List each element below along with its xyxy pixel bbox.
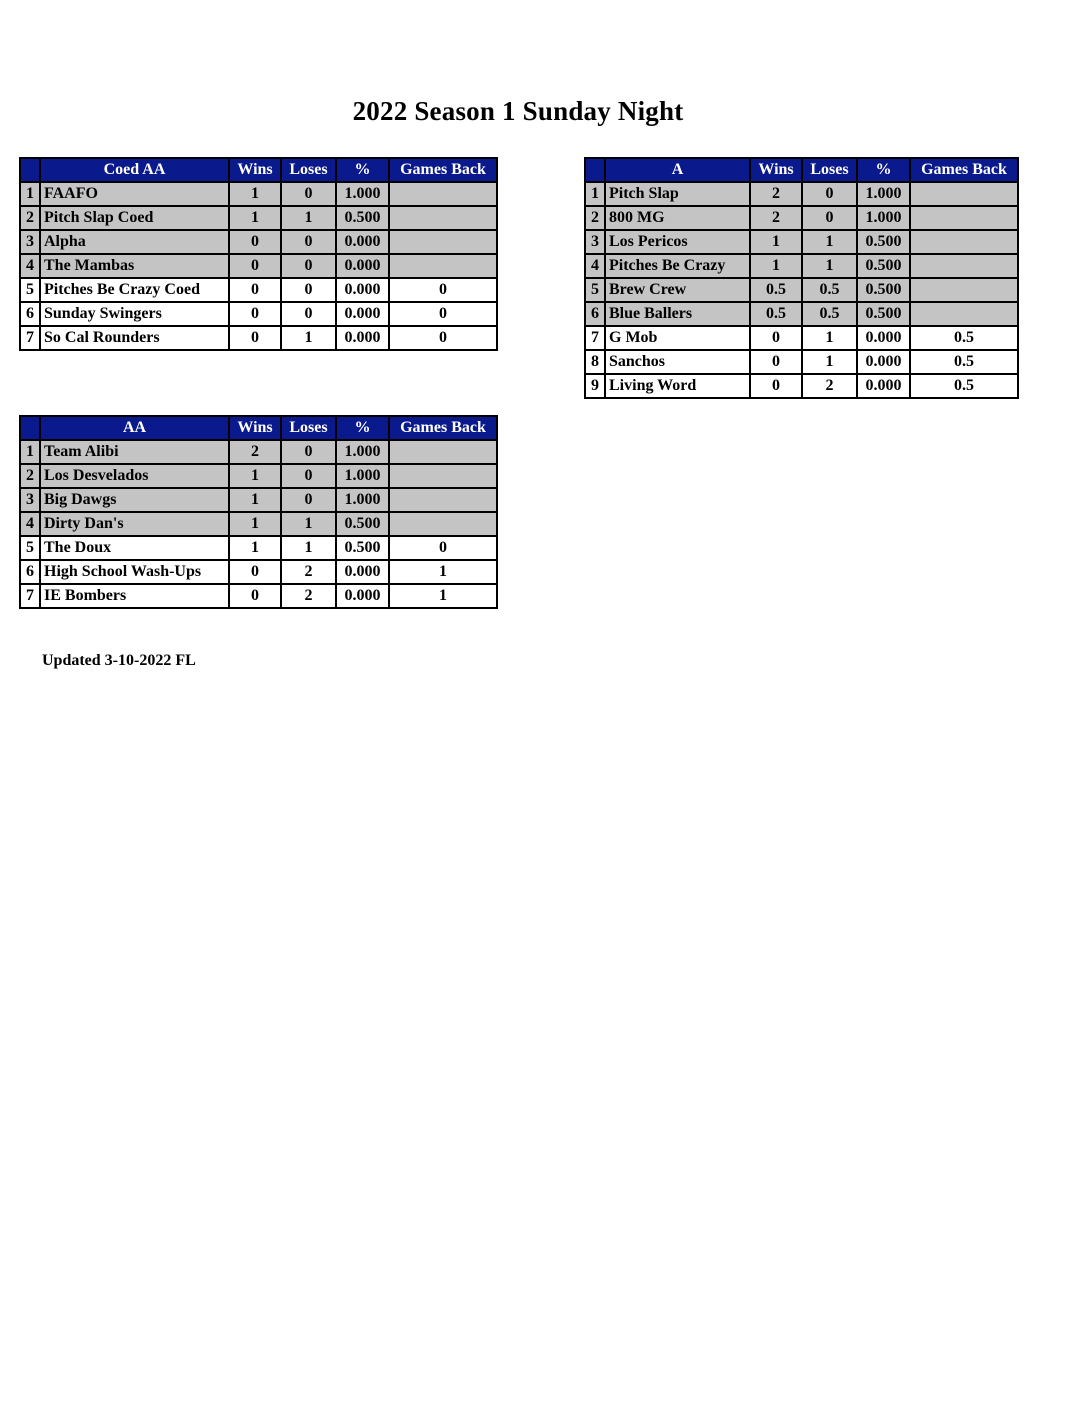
games-back-cell (910, 302, 1018, 326)
team-name-cell: Team Alibi (40, 440, 229, 464)
team-name-cell: Big Dawgs (40, 488, 229, 512)
wins-cell: 0 (229, 302, 281, 326)
table-row (20, 254, 497, 278)
rank-cell: 1 (20, 182, 40, 206)
pct-cell: 0.000 (857, 374, 910, 398)
rank-cell: 5 (20, 536, 40, 560)
games-back-cell (389, 440, 497, 464)
table-row (585, 230, 1018, 254)
games-back-header: Games Back (910, 158, 1018, 182)
wins-cell: 1 (229, 536, 281, 560)
wins-header: Wins (229, 416, 281, 440)
loses-cell: 1 (802, 326, 857, 350)
loses-cell: 2 (281, 560, 336, 584)
games-back-cell (910, 278, 1018, 302)
pct-cell: 1.000 (336, 440, 389, 464)
rank-cell: 8 (585, 350, 605, 374)
table-header-row (20, 158, 497, 182)
loses-cell: 0 (281, 278, 336, 302)
wins-cell: 0 (750, 374, 802, 398)
team-name-cell: The Doux (40, 536, 229, 560)
table-row (20, 536, 497, 560)
table-row (585, 326, 1018, 350)
loses-cell: 2 (802, 374, 857, 398)
rank-cell: 6 (585, 302, 605, 326)
team-name-cell: G Mob (605, 326, 750, 350)
wins-cell: 1 (229, 512, 281, 536)
games-back-cell (389, 206, 497, 230)
table-row (585, 374, 1018, 398)
wins-cell: 0.5 (750, 302, 802, 326)
table-row (585, 182, 1018, 206)
games-back-header: Games Back (389, 158, 497, 182)
rank-cell: 7 (20, 326, 40, 350)
games-back-cell: 0.5 (910, 374, 1018, 398)
table-row (20, 182, 497, 206)
division-header: Coed AA (40, 158, 229, 182)
page-title: 2022 Season 1 Sunday Night (352, 96, 684, 126)
team-name-cell: Blue Ballers (605, 302, 750, 326)
pct-cell: 0.000 (857, 350, 910, 374)
table-row (20, 206, 497, 230)
pct-cell: 1.000 (336, 182, 389, 206)
team-name-cell: High School Wash-Ups (40, 560, 229, 584)
wins-cell: 0.5 (750, 278, 802, 302)
rank-cell: 1 (585, 182, 605, 206)
games-back-cell (910, 230, 1018, 254)
team-name-cell: Pitch Slap Coed (40, 206, 229, 230)
table-row (585, 254, 1018, 278)
standings-table-a (584, 157, 1019, 399)
games-back-cell: 1 (389, 560, 497, 584)
division-header: A (605, 158, 750, 182)
wins-cell: 1 (750, 230, 802, 254)
pct-cell: 0.000 (336, 278, 389, 302)
games-back-cell (389, 182, 497, 206)
games-back-cell: 0.5 (910, 326, 1018, 350)
loses-cell: 0.5 (802, 302, 857, 326)
loses-cell: 0.5 (802, 278, 857, 302)
loses-cell: 0 (281, 254, 336, 278)
games-back-cell (389, 512, 497, 536)
wins-header: Wins (750, 158, 802, 182)
team-name-cell: Alpha (40, 230, 229, 254)
wins-cell: 0 (229, 326, 281, 350)
wins-cell: 0 (229, 254, 281, 278)
pct-header: % (857, 158, 910, 182)
team-name-cell: Brew Crew (605, 278, 750, 302)
games-back-cell (910, 182, 1018, 206)
team-name-cell: FAAFO (40, 182, 229, 206)
games-back-cell: 0 (389, 536, 497, 560)
games-back-cell (389, 230, 497, 254)
table-header-row (20, 416, 497, 440)
team-name-cell: Sanchos (605, 350, 750, 374)
table-row (585, 350, 1018, 374)
table-row (20, 560, 497, 584)
loses-cell: 1 (802, 230, 857, 254)
pct-cell: 1.000 (336, 464, 389, 488)
rank-cell: 3 (20, 230, 40, 254)
games-back-cell: 0 (389, 326, 497, 350)
standings-table-coed-aa (19, 157, 498, 351)
pct-cell: 1.000 (336, 488, 389, 512)
pct-cell: 0.500 (857, 302, 910, 326)
table-row (20, 302, 497, 326)
games-back-header: Games Back (389, 416, 497, 440)
rank-cell: 4 (20, 254, 40, 278)
loses-cell: 0 (802, 182, 857, 206)
pct-cell: 0.000 (857, 326, 910, 350)
rank-cell: 6 (20, 302, 40, 326)
team-name-cell: Pitch Slap (605, 182, 750, 206)
table-row (20, 326, 497, 350)
pct-cell: 0.000 (336, 254, 389, 278)
pct-cell: 0.000 (336, 326, 389, 350)
updated-note: Updated 3-10-2022 FL (42, 652, 196, 669)
games-back-cell: 0.5 (910, 350, 1018, 374)
rank-header (585, 158, 605, 182)
team-name-cell: Pitches Be Crazy Coed (40, 278, 229, 302)
team-name-cell: Living Word (605, 374, 750, 398)
pct-cell: 1.000 (857, 182, 910, 206)
table-row (20, 488, 497, 512)
wins-cell: 2 (750, 182, 802, 206)
table-row (585, 278, 1018, 302)
loses-cell: 0 (281, 464, 336, 488)
pct-header: % (336, 416, 389, 440)
rank-cell: 7 (20, 584, 40, 608)
rank-cell: 4 (585, 254, 605, 278)
table-row (20, 440, 497, 464)
pct-cell: 0.000 (336, 302, 389, 326)
division-header: AA (40, 416, 229, 440)
team-name-cell: Pitches Be Crazy (605, 254, 750, 278)
loses-cell: 1 (281, 536, 336, 560)
rank-cell: 5 (585, 278, 605, 302)
loses-cell: 1 (802, 254, 857, 278)
rank-cell: 3 (585, 230, 605, 254)
games-back-cell (910, 254, 1018, 278)
games-back-cell (389, 464, 497, 488)
loses-cell: 0 (281, 182, 336, 206)
table-row (20, 512, 497, 536)
team-name-cell: Sunday Swingers (40, 302, 229, 326)
loses-cell: 1 (802, 350, 857, 374)
team-name-cell: The Mambas (40, 254, 229, 278)
pct-cell: 0.500 (336, 206, 389, 230)
games-back-cell (389, 254, 497, 278)
table-row (20, 278, 497, 302)
games-back-cell (910, 206, 1018, 230)
games-back-cell: 0 (389, 278, 497, 302)
rank-cell: 6 (20, 560, 40, 584)
table-header-row (585, 158, 1018, 182)
team-name-cell: So Cal Rounders (40, 326, 229, 350)
pct-cell: 0.000 (336, 560, 389, 584)
pct-cell: 0.500 (336, 536, 389, 560)
table-row (585, 206, 1018, 230)
loses-header: Loses (802, 158, 857, 182)
rank-cell: 3 (20, 488, 40, 512)
wins-cell: 0 (229, 560, 281, 584)
wins-cell: 0 (229, 278, 281, 302)
loses-header: Loses (281, 416, 336, 440)
pct-header: % (336, 158, 389, 182)
wins-cell: 2 (229, 440, 281, 464)
pct-cell: 1.000 (857, 206, 910, 230)
loses-header: Loses (281, 158, 336, 182)
pct-cell: 0.500 (857, 230, 910, 254)
loses-cell: 1 (281, 326, 336, 350)
games-back-cell: 0 (389, 302, 497, 326)
team-name-cell: Dirty Dan's (40, 512, 229, 536)
wins-cell: 1 (229, 182, 281, 206)
rank-cell: 5 (20, 278, 40, 302)
pct-cell: 0.500 (857, 254, 910, 278)
team-name-cell: 800 MG (605, 206, 750, 230)
table-row (20, 464, 497, 488)
rank-cell: 2 (585, 206, 605, 230)
wins-cell: 1 (229, 464, 281, 488)
table-row (20, 584, 497, 608)
table-row (20, 230, 497, 254)
rank-header (20, 416, 40, 440)
rank-cell: 1 (20, 440, 40, 464)
loses-cell: 1 (281, 206, 336, 230)
wins-header: Wins (229, 158, 281, 182)
games-back-cell (389, 488, 497, 512)
loses-cell: 2 (281, 584, 336, 608)
table-row (585, 302, 1018, 326)
wins-cell: 0 (229, 584, 281, 608)
rank-cell: 2 (20, 464, 40, 488)
rank-cell: 4 (20, 512, 40, 536)
loses-cell: 0 (281, 230, 336, 254)
wins-cell: 1 (229, 488, 281, 512)
rank-cell: 9 (585, 374, 605, 398)
loses-cell: 0 (281, 440, 336, 464)
loses-cell: 0 (281, 302, 336, 326)
wins-cell: 1 (750, 254, 802, 278)
pct-cell: 0.500 (336, 512, 389, 536)
pct-cell: 0.000 (336, 584, 389, 608)
games-back-cell: 1 (389, 584, 497, 608)
rank-header (20, 158, 40, 182)
wins-cell: 2 (750, 206, 802, 230)
rank-cell: 7 (585, 326, 605, 350)
team-name-cell: Los Desvelados (40, 464, 229, 488)
wins-cell: 0 (229, 230, 281, 254)
loses-cell: 0 (802, 206, 857, 230)
wins-cell: 1 (229, 206, 281, 230)
loses-cell: 0 (281, 488, 336, 512)
loses-cell: 1 (281, 512, 336, 536)
pct-cell: 0.000 (336, 230, 389, 254)
standings-table-aa (19, 415, 498, 609)
rank-cell: 2 (20, 206, 40, 230)
wins-cell: 0 (750, 350, 802, 374)
wins-cell: 0 (750, 326, 802, 350)
pct-cell: 0.500 (857, 278, 910, 302)
team-name-cell: Los Pericos (605, 230, 750, 254)
team-name-cell: IE Bombers (40, 584, 229, 608)
